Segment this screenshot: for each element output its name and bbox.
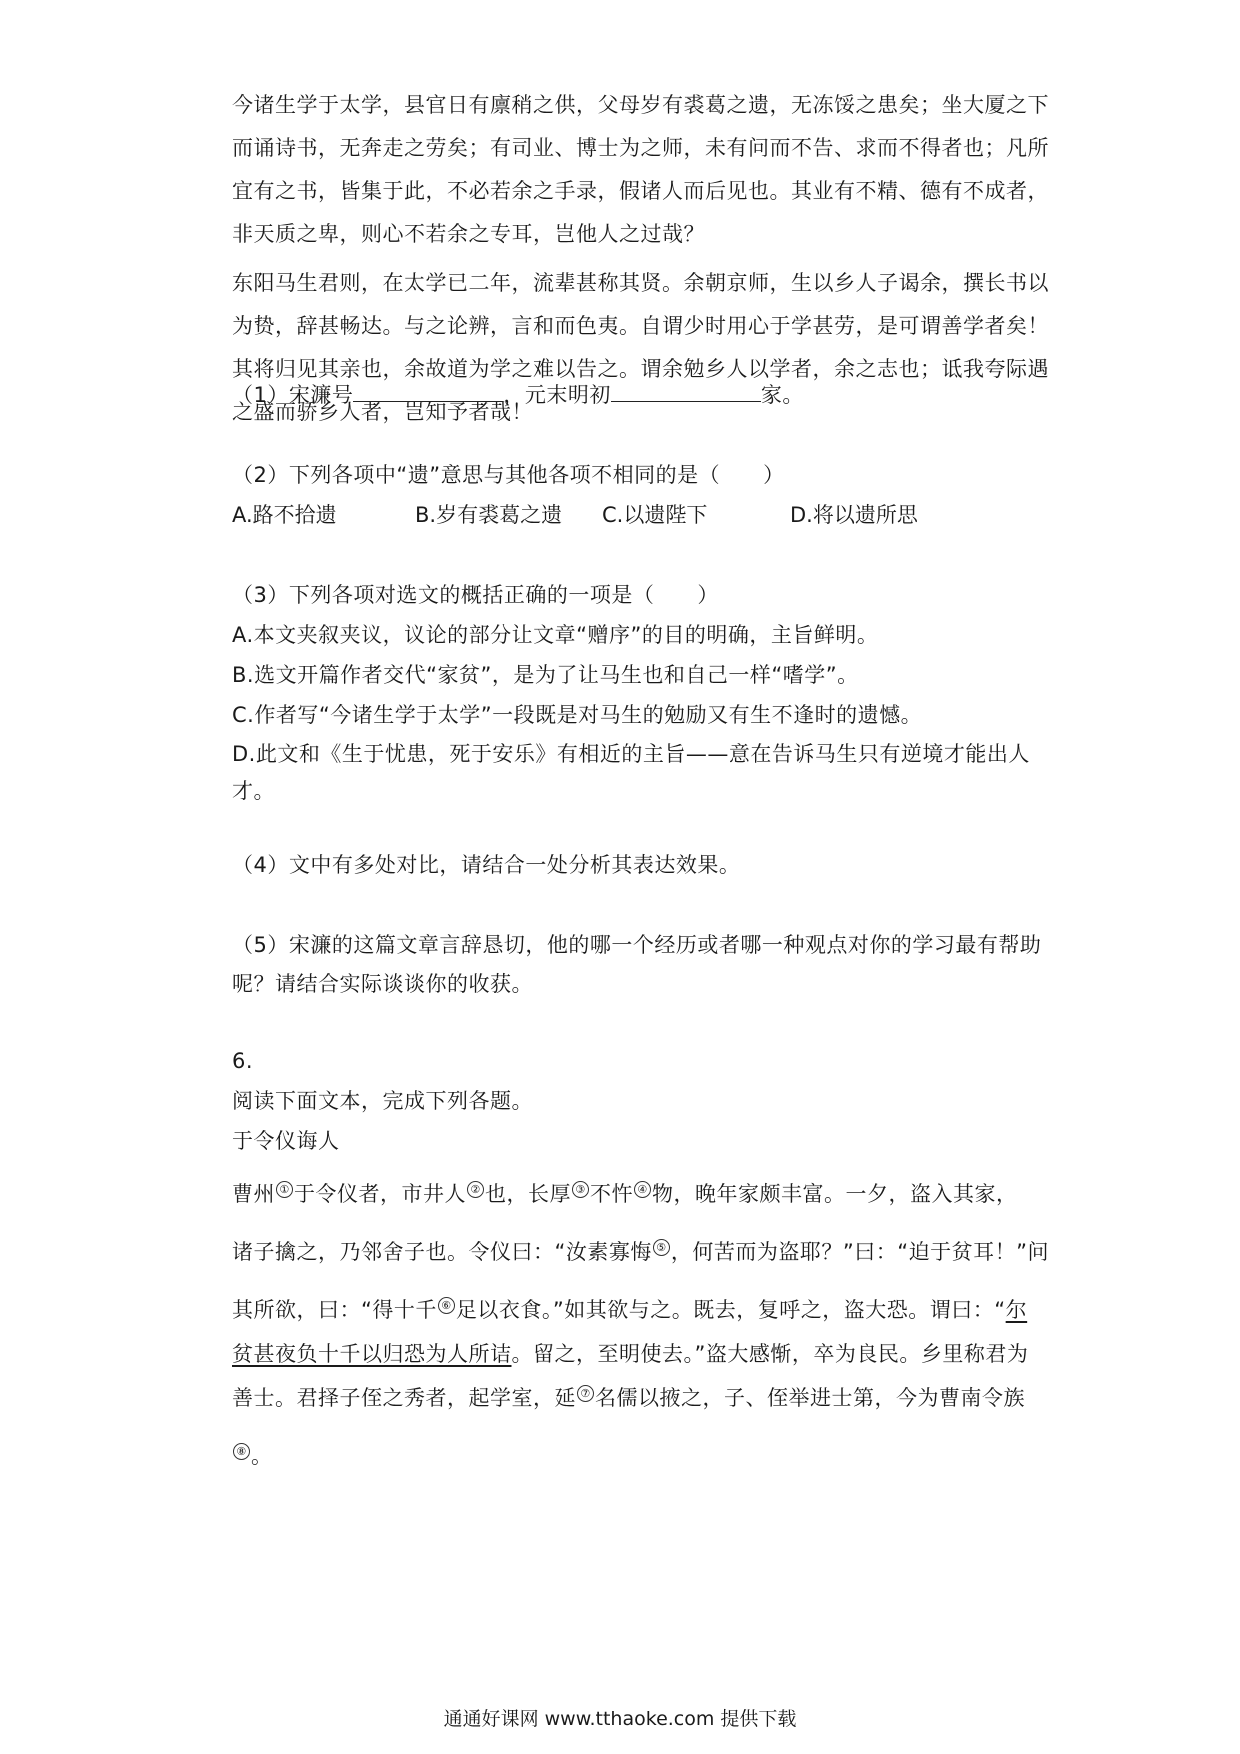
story-text: 。留之，至明使去。”盗大感惭，卒为良民。乡里称君为 xyxy=(511,1342,1029,1366)
question-5: （5）宋濂的这篇文章言辞恳切，他的哪一个经历或者哪一种观点对你的学习最有帮助呢？请结合实际谈谈你的收获。 xyxy=(232,933,1042,996)
story-line-3 xyxy=(232,1294,1052,1324)
question-1-text-b: ，元末明初 xyxy=(503,383,611,407)
passage-paragraph-1: 今诸生学于太学，县官日有廪稍之供，父母岁有裘葛之遗，无冻馁之患矣；坐大厦之下而诵诗书，无奔走之劳矣；有司业、博士为之师，未有问而不告、求而不得者也；凡所宜有之书，皆集于此，不必若余之手录，假诸人而后见也。其业有不精、德有不成者，非天质之卑，则心不若余之专耳，岂他人之过哉？ xyxy=(232,93,1049,246)
story-text: 也，长厚 xyxy=(485,1182,571,1206)
question-3-option-b: B.选文开篇作者交代“家贫”，是为了让马生也和自己一样“嗜学”。 xyxy=(232,663,859,687)
story-line-1 xyxy=(232,1178,1052,1208)
question-2-option-c: C.以遗陛下 xyxy=(602,503,708,527)
story-text: 其所欲，曰：“得十千 xyxy=(232,1298,437,1322)
story-text: 曹州 xyxy=(232,1182,275,1206)
story-text: 物，晚年家颇丰富。一夕，盗入其家， xyxy=(652,1182,1018,1206)
footnote-marker: ⑦ xyxy=(577,1385,594,1402)
story-line-5 xyxy=(232,1382,1052,1412)
footnote-marker: ⑧ xyxy=(233,1443,250,1460)
question-4: （4）文中有多处对比，请结合一处分析其表达效果。 xyxy=(232,853,741,877)
footnote-marker: ① xyxy=(276,1181,293,1198)
question-2-stem: （2）下列各项中“遗”意思与其他各项不相同的是（ ） xyxy=(232,463,785,487)
question-1 xyxy=(232,380,804,410)
story-line-2 xyxy=(232,1236,1052,1266)
question-2-option-a: A.路不拾遗 xyxy=(232,503,337,527)
question-3-option-a: A.本文夹叙夹议，议论的部分让文章“赠序”的目的明确，主旨鲜明。 xyxy=(232,623,879,647)
story-text: 不忤 xyxy=(590,1182,633,1206)
question-3-option-d: D.此文和《生于忧患，死于安乐》有相近的主旨——意在告诉马生只有逆境才能出人才。 xyxy=(232,742,1030,803)
question-2-option-d: D.将以遗所思 xyxy=(790,503,918,527)
page-footer: 通通好课网 www.tthaoke.com 提供下载 xyxy=(443,1708,797,1730)
footnote-marker: ⑤ xyxy=(653,1239,670,1256)
footnote-marker: ③ xyxy=(572,1181,589,1198)
story-text: 足以衣食。”如其欲与之。既去，复呼之，盗大恐。谓曰：“ xyxy=(455,1298,1006,1322)
story-text: 于令仪者，市井人 xyxy=(294,1182,466,1206)
question-1-text-a: （1）宋濂号 xyxy=(232,383,354,407)
story-text: 名儒以掖之，子、侄举进士第，今为曹南令族 xyxy=(595,1386,1025,1410)
story-line-4 xyxy=(232,1338,1052,1368)
footnote-marker: ④ xyxy=(634,1181,651,1198)
question-3-stem: （3）下列各项对选文的概括正确的一项是（ ） xyxy=(232,583,719,607)
underlined-sentence: 尔 xyxy=(1005,1298,1028,1322)
passage-paragraph-2: 东阳马生君则，在太学已二年，流辈甚称其贤。余朝京师，生以乡人子谒余，撰长书以为贽，辞甚畅达。与之论辨，言和而色夷。自谓少时用心于学甚劳，是可谓善学者矣！其将归见其亲也，余故道为学之难以告之。谓余勉乡人以学者，余之志也；诋我夸际遇之盛而骄乡人者，岂知予者哉！ xyxy=(232,271,1049,424)
story-text: 。 xyxy=(251,1444,273,1468)
story-line-6 xyxy=(232,1440,1052,1470)
answer-blank-1[interactable] xyxy=(353,381,503,402)
question-2-option-b: B.岁有裘葛之遗 xyxy=(415,503,563,527)
footnote-marker: ⑥ xyxy=(438,1297,455,1314)
story-text: 诸子擒之，乃邻舍子也。令仪曰：“汝素寡悔 xyxy=(232,1240,652,1264)
story-text: ，何苦而为盗耶？”曰：“迫于贫耳！”问 xyxy=(670,1240,1050,1264)
footnote-marker: ② xyxy=(467,1181,484,1198)
question-6-number: 6. xyxy=(232,1049,254,1073)
answer-blank-2[interactable] xyxy=(611,381,761,402)
story-title: 于令仪诲人 xyxy=(232,1129,340,1153)
underlined-sentence: 贫甚夜负十千以归恐为人所诘 xyxy=(232,1342,512,1366)
question-3-option-c: C.作者写“今诸生学于太学”一段既是对马生的勉励又有生不逢时的遗憾。 xyxy=(232,703,923,727)
question-1-text-c: 家。 xyxy=(760,383,804,407)
story-text: 善士。君择子侄之秀者，起学室，延 xyxy=(232,1386,576,1410)
question-6-instruction: 阅读下面文本，完成下列各题。 xyxy=(232,1089,533,1113)
